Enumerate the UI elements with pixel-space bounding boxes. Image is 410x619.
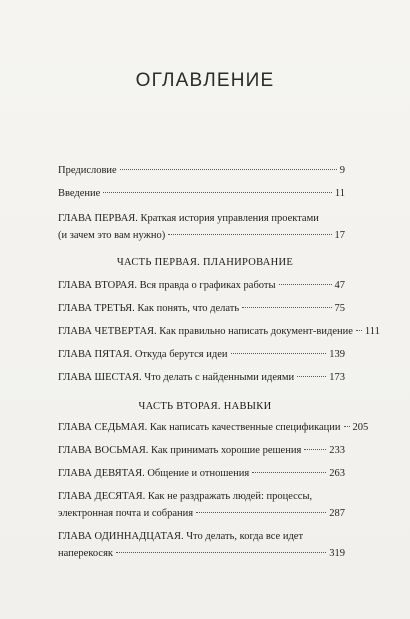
toc-page-number: 263	[329, 468, 345, 479]
toc-entry-title: ГЛАВА СЕДЬМАЯ. Как написать качественные спецификации	[58, 422, 341, 433]
toc-entry[interactable]	[58, 164, 345, 177]
toc-entry[interactable]	[58, 348, 345, 361]
toc-entry-title: Введение	[58, 188, 101, 199]
toc-entry-title: ГЛАВА ПЯТАЯ. Откуда берутся идеи	[58, 349, 228, 360]
dot-leader	[344, 426, 350, 427]
toc-page-number: 47	[334, 280, 345, 291]
toc-page-number: 139	[329, 349, 345, 360]
toc-page-number: 205	[352, 422, 369, 433]
toc-entry-title: ГЛАВА ОДИННАДЦАТАЯ. Что делать, когда все идет	[58, 531, 304, 542]
toc-entry-title: электронная почта и собрания	[58, 508, 194, 519]
toc-entry[interactable]	[58, 444, 345, 457]
toc-entry[interactable]	[58, 490, 345, 520]
dot-leader	[103, 192, 332, 193]
page-title: ОГЛАВЛЕНИЕ	[135, 70, 275, 91]
dot-leader	[279, 284, 332, 285]
toc-entry[interactable]	[58, 325, 380, 338]
toc-page-number: 287	[329, 508, 345, 519]
toc-entry-title: ГЛАВА ШЕСТАЯ. Что делать с найденными идеями	[58, 372, 295, 383]
toc-entry-title: ГЛАВА ТРЕТЬЯ. Как понять, что делать	[58, 303, 240, 314]
dot-leader	[120, 169, 337, 170]
toc-entry-title: ГЛАВА ВТОРАЯ. Вся правда о графиках работы	[58, 280, 276, 291]
dot-leader	[231, 353, 327, 354]
part2-heading: ЧАСТЬ ВТОРАЯ. НАВЫКИ	[138, 401, 272, 412]
toc-page-number: 233	[329, 445, 345, 456]
toc-entry-title: ГЛАВА ВОСЬМАЯ. Как принимать хорошие решения	[58, 445, 302, 456]
toc-entry[interactable]	[58, 302, 345, 315]
toc-entry-title: ГЛАВА ЧЕТВЕРТАЯ. Как правильно написать документ-видение	[58, 326, 353, 337]
toc-entry[interactable]	[58, 212, 345, 242]
toc-entry-title: (и зачем это вам нужно)	[58, 230, 166, 241]
toc-page-number: 17	[334, 230, 345, 241]
dot-leader	[196, 512, 326, 513]
toc-page-number: 173	[329, 372, 345, 383]
dot-leader	[304, 449, 326, 450]
toc-page-number: 319	[329, 548, 345, 559]
dot-leader	[252, 472, 326, 473]
toc-entry-title: Предисловие	[58, 165, 117, 176]
toc-entry-title: ГЛАВА ДЕВЯТАЯ. Общение и отношения	[58, 468, 250, 479]
toc-page-number: 9	[339, 165, 345, 176]
toc-entry-title: наперекосяк	[58, 548, 114, 559]
toc-entry[interactable]	[58, 467, 345, 480]
toc-entry-title: ГЛАВА ПЕРВАЯ. Краткая история управления проектами	[58, 213, 319, 224]
dot-leader	[242, 307, 331, 308]
toc-entry[interactable]	[58, 371, 345, 384]
toc-entry[interactable]	[58, 279, 345, 292]
toc-entry[interactable]	[58, 421, 369, 434]
toc-page-number: 75	[334, 303, 345, 314]
toc-entry[interactable]	[58, 530, 345, 560]
toc-entry-title: ГЛАВА ДЕСЯТАЯ. Как не раздражать людей: процессы,	[58, 491, 313, 502]
dot-leader	[116, 552, 326, 553]
part1-heading: ЧАСТЬ ПЕРВАЯ. ПЛАНИРОВАНИЕ	[116, 257, 294, 268]
toc-page-number: 111	[364, 326, 380, 337]
toc-page-number: 11	[334, 188, 345, 199]
dot-leader	[297, 376, 326, 377]
toc-entry[interactable]	[58, 187, 345, 200]
dot-leader	[168, 234, 331, 235]
dot-leader	[356, 330, 362, 331]
